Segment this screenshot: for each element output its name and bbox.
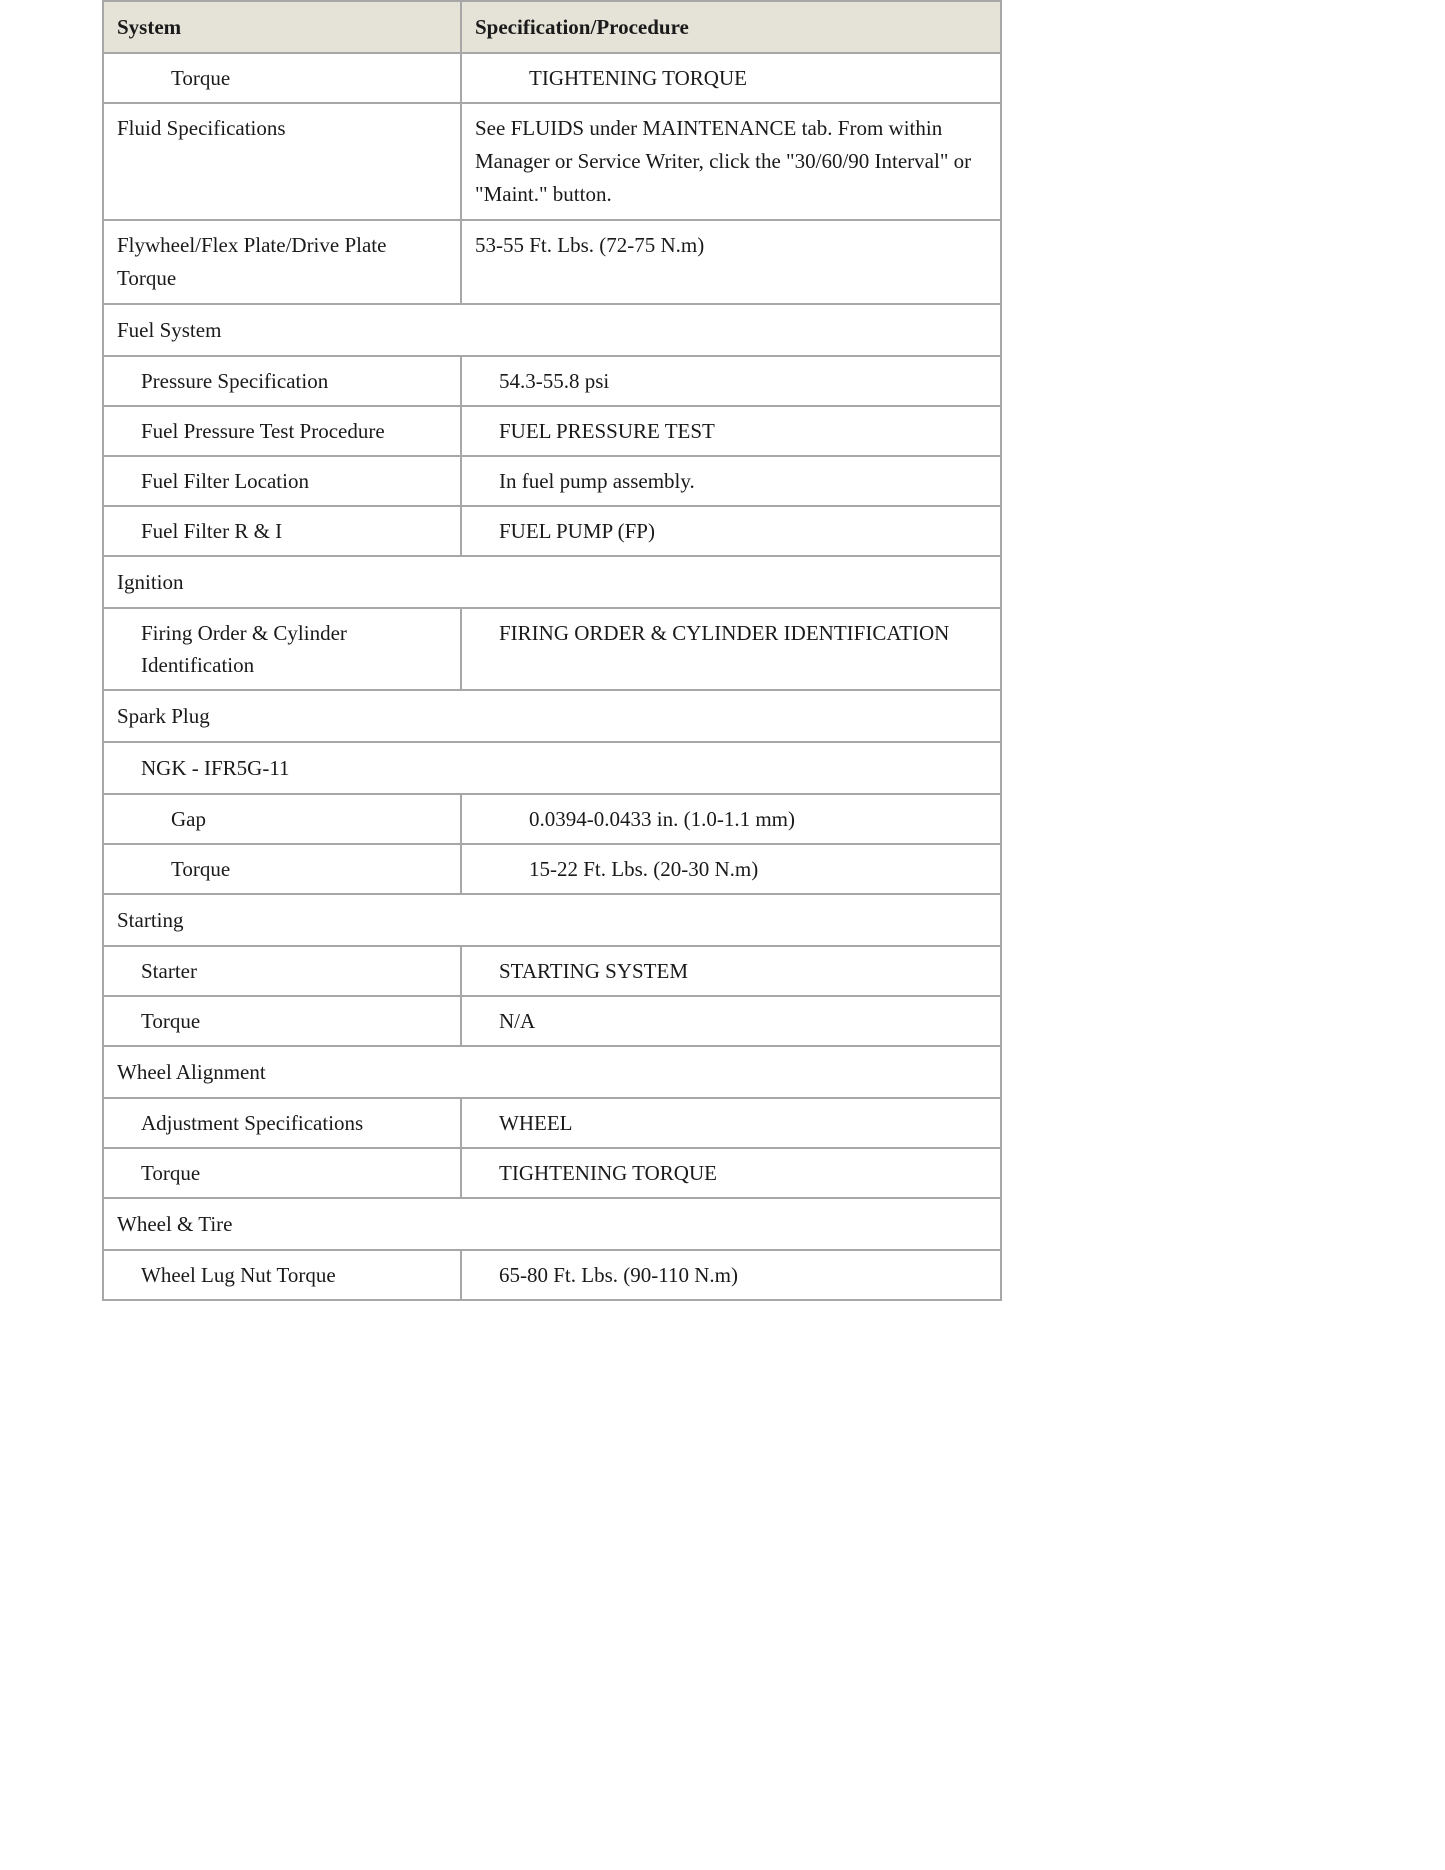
spec-cell: 0.0394-0.0433 in. (1.0-1.1 mm) (461, 794, 1001, 844)
table-row (103, 220, 1001, 304)
spec-cell: 15-22 Ft. Lbs. (20-30 N.m) (461, 844, 1001, 894)
section-row (103, 742, 1001, 794)
system-cell: Fluid Specifications (103, 103, 461, 220)
section-row (103, 304, 1001, 356)
system-cell: Fuel Filter R & I (103, 506, 461, 556)
spec-cell: WHEEL (461, 1098, 1001, 1148)
system-cell: Flywheel/Flex Plate/Drive Plate Torque (103, 220, 461, 304)
system-cell: Torque (103, 1148, 461, 1198)
system-cell: Adjustment Specifications (103, 1098, 461, 1148)
table-row (103, 1250, 1001, 1300)
spec-cell: FIRING ORDER & CYLINDER IDENTIFICATION (461, 608, 1001, 690)
spec-table (102, 0, 1002, 1301)
spec-cell: N/A (461, 996, 1001, 1046)
system-cell: Pressure Specification (103, 356, 461, 406)
section-row (103, 556, 1001, 608)
system-cell: Wheel Lug Nut Torque (103, 1250, 461, 1300)
section-heading: Ignition (103, 556, 1001, 608)
section-row (103, 1046, 1001, 1098)
spec-cell: See FLUIDS under MAINTENANCE tab. From within Manager or Service Writer, click the "30/60/90 Interval" or "Maint." button. (461, 103, 1001, 220)
section-heading: NGK - IFR5G-11 (103, 742, 1001, 794)
spec-cell: FUEL PRESSURE TEST (461, 406, 1001, 456)
section-heading: Fuel System (103, 304, 1001, 356)
spec-cell: TIGHTENING TORQUE (461, 53, 1001, 103)
spec-cell: FUEL PUMP (FP) (461, 506, 1001, 556)
system-cell: Firing Order & Cylinder Identification (103, 608, 461, 690)
section-row (103, 690, 1001, 742)
header-specification: Specification/Procedure (461, 1, 1001, 53)
section-heading: Wheel & Tire (103, 1198, 1001, 1250)
table-row (103, 794, 1001, 844)
system-cell: Fuel Filter Location (103, 456, 461, 506)
section-heading: Spark Plug (103, 690, 1001, 742)
section-row (103, 1198, 1001, 1250)
spec-cell: TIGHTENING TORQUE (461, 1148, 1001, 1198)
table-row (103, 608, 1001, 690)
table-header-row (103, 1, 1001, 53)
system-cell: Torque (103, 844, 461, 894)
spec-cell: STARTING SYSTEM (461, 946, 1001, 996)
spec-cell: 65-80 Ft. Lbs. (90-110 N.m) (461, 1250, 1001, 1300)
table-row (103, 996, 1001, 1046)
spec-cell: 54.3-55.8 psi (461, 356, 1001, 406)
table-row (103, 1098, 1001, 1148)
system-cell: Gap (103, 794, 461, 844)
section-heading: Wheel Alignment (103, 1046, 1001, 1098)
table-row (103, 356, 1001, 406)
table-row (103, 53, 1001, 103)
header-system: System (103, 1, 461, 53)
section-row (103, 894, 1001, 946)
spec-cell: In fuel pump assembly. (461, 456, 1001, 506)
table-row (103, 1148, 1001, 1198)
system-cell: Torque (103, 53, 461, 103)
table-row (103, 456, 1001, 506)
table-row (103, 946, 1001, 996)
table-row (103, 844, 1001, 894)
system-cell: Starter (103, 946, 461, 996)
section-heading: Starting (103, 894, 1001, 946)
system-cell: Fuel Pressure Test Procedure (103, 406, 461, 456)
table-row (103, 506, 1001, 556)
system-cell: Torque (103, 996, 461, 1046)
table-row (103, 103, 1001, 220)
spec-cell: 53-55 Ft. Lbs. (72-75 N.m) (461, 220, 1001, 304)
table-row (103, 406, 1001, 456)
